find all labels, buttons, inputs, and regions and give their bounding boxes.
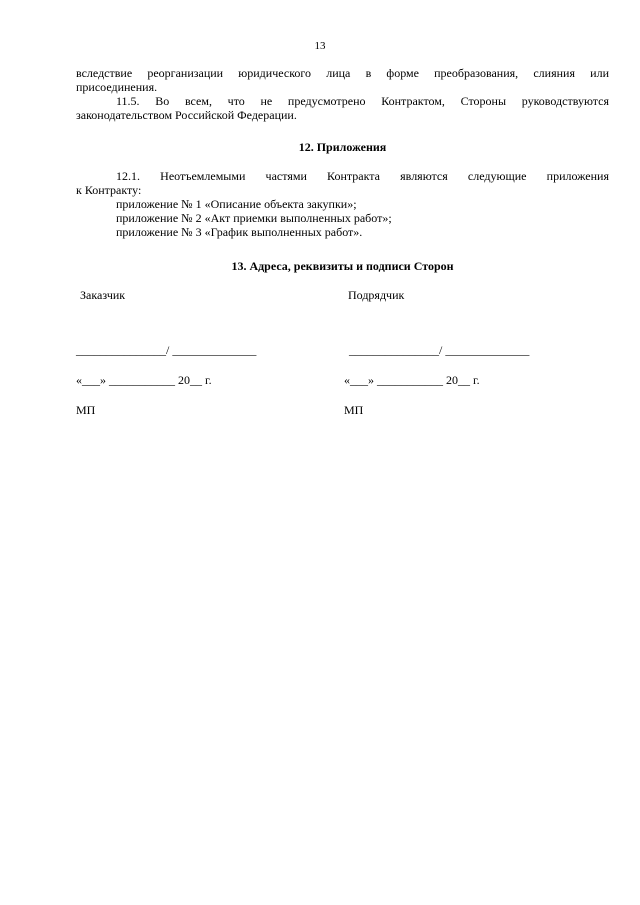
section-11-continuation-line-2: присоединения. xyxy=(76,80,158,94)
customer-signature-line: _______________/ ______________ xyxy=(76,343,257,357)
section-11-continuation-line-1: вследствие реорганизации юридического лица в форме преобразования, слияния или xyxy=(76,66,609,80)
clause-12-1-line-1: 12.1. Неотъемлемыми частями Контракта являются следующие приложения xyxy=(116,169,609,183)
section-13-heading: 13. Адреса, реквизиты и подписи Сторон xyxy=(231,259,454,273)
contractor-date-line: «___» ___________ 20__ г. xyxy=(344,373,480,387)
customer-date-line: «___» ___________ 20__ г. xyxy=(76,373,212,387)
contractor-signature-line: _______________/ ______________ xyxy=(349,343,530,357)
clause-11-5-line-2: законодательством Российской Федерации. xyxy=(76,108,297,122)
clause-12-1-line-2: к Контракту: xyxy=(76,183,142,197)
customer-label: Заказчик xyxy=(80,288,126,302)
appendix-1: приложение № 1 «Описание объекта закупки»; xyxy=(116,197,357,211)
contractor-label: Подрядчик xyxy=(348,288,405,302)
page-number: 13 xyxy=(314,40,326,52)
clause-11-5-line-1: 11.5. Во всем, что не предусмотрено Контрактом, Стороны руководствуются xyxy=(116,94,609,108)
customer-stamp: МП xyxy=(76,403,96,417)
appendix-3: приложение № 3 «График выполненных работ». xyxy=(116,225,363,239)
contractor-stamp: МП xyxy=(344,403,364,417)
section-12-heading: 12. Приложения xyxy=(298,140,387,154)
appendix-2: приложение № 2 «Акт приемки выполненных работ»; xyxy=(116,211,392,225)
